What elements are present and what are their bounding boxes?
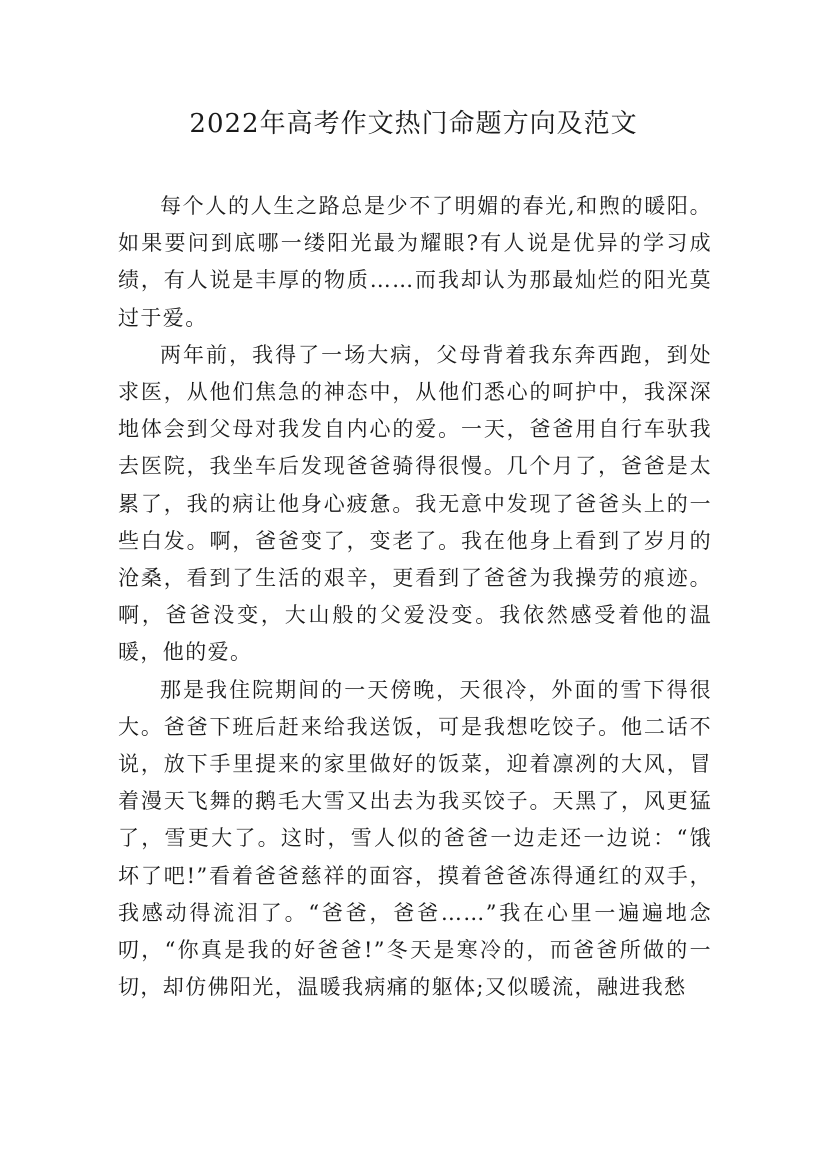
paragraph-2: 两年前，我得了一场大病，父母背着我东奔西跑，到处求医，从他们焦急的神态中，从他们悉心的呵护中，我深深地体会到父母对我发自内心的爱。一天，爸爸用自行车驮我去医院，我坐车后发现爸爸骑得很慢。几个月了，爸爸是太累了，我的病让他身心疲惫。我无意中发现了爸爸头上的一些白发。啊，爸爸变了，变老了。我在他身上看到了岁月的沧桑，看到了生活的艰辛，更看到了爸爸为我操劳的痕迹。啊，爸爸没变，大山般的父爱没变。我依然感受着他的温暖，他的爱。 <box>118 342 712 665</box>
document-body <box>118 188 712 1006</box>
paragraph-1: 每个人的人生之路总是少不了明媚的春光,和煦的暖阳。如果要问到底哪一缕阳光最为耀眼?有人说是优异的学习成绩，有人说是丰厚的物质……而我却认为那最灿烂的阳光莫过于爱。 <box>118 194 712 330</box>
paragraph-3: 那是我住院期间的一天傍晚，天很冷，外面的雪下得很大。爸爸下班后赶来给我送饭，可是我想吃饺子。他二话不说，放下手里提来的家里做好的饭菜，迎着凛冽的大风，冒着漫天飞舞的鹅毛大雪又出去为我买饺子。天黑了，风更猛了，雪更大了。这时，雪人似的爸爸一边走还一边说：“饿坏了吧!”看着爸爸慈祥的面容，摸着爸爸冻得通红的双手，我感动得流泪了。“爸爸，爸爸……”我在心里一遍遍地念叨，“你真是我的好爸爸!”冬天是寒冷的，而爸爸所做的一切，却仿佛阳光，温暖我病痛的躯体;又似暖流，融进我愁 <box>118 677 712 1000</box>
document-title: 2022年高考作文热门命题方向及范文 <box>189 109 638 139</box>
